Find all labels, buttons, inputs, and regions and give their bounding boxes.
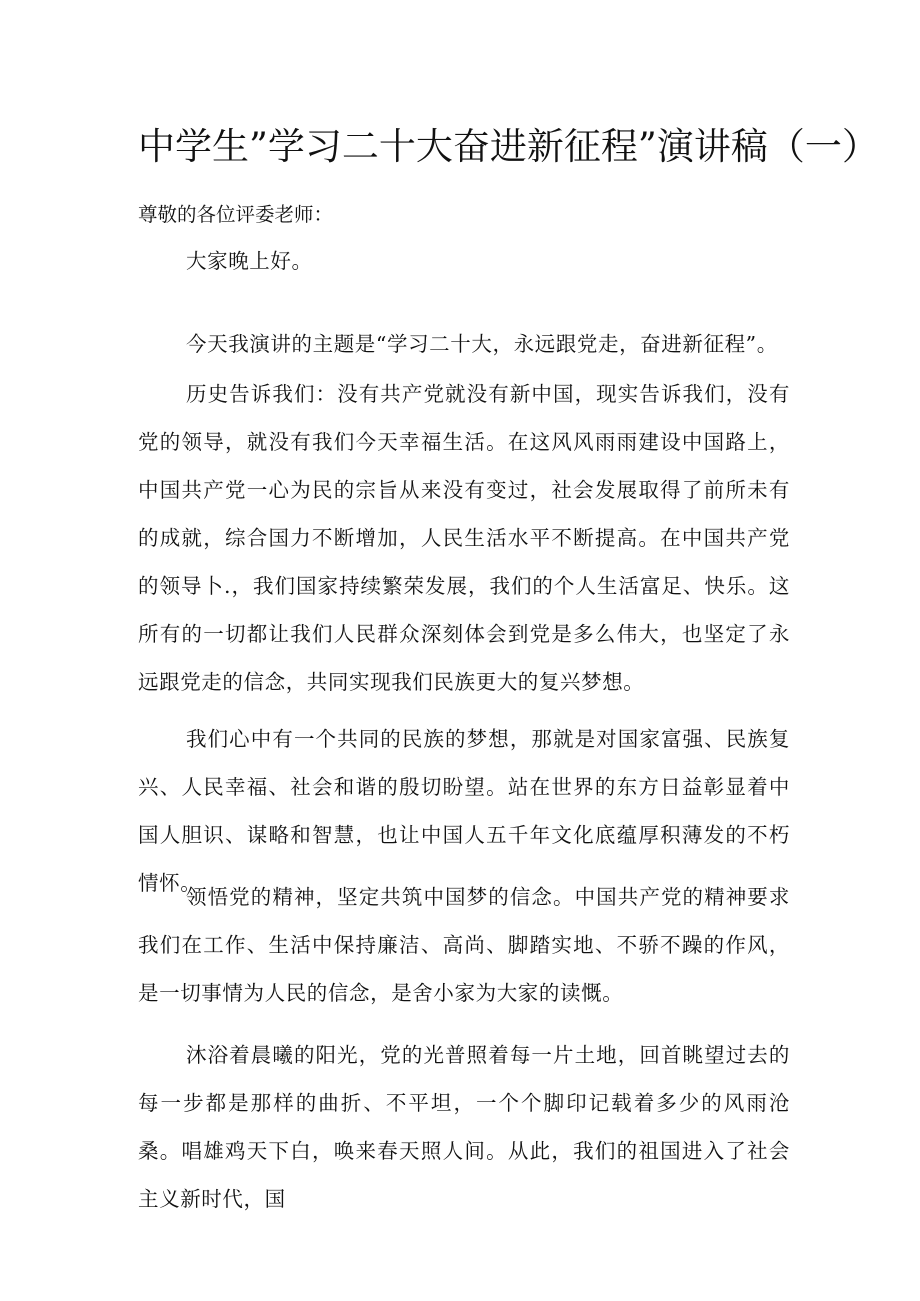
- salutation: 尊敬的各位评委老师：: [138, 203, 334, 226]
- document-title: 中学生”学习二十大奋进新征程”演讲稿（一）: [138, 125, 879, 168]
- paragraph-history: 历史告诉我们：没有共产党就没有新中国，现实告诉我们，没有党的领导，就没有我们今天幸福生活。在这风风雨雨建设中国路上，中国共产党一心为民的宗旨从来没有变过，社会发展取得了前所未有的成就，综合国力不断增加，人民生活水平不断提高。在中国共产党的领导卜.，我们国家持续繁荣发展，我们的个人生活富足、快乐。这所有的一切都让我们人民群众深刻体会到党是多么伟大，也坚定了永远跟党走的信念，共同实现我们民族更大的复兴梦想。: [138, 382, 790, 694]
- paragraph-greeting: 大家晚上好。: [186, 249, 313, 273]
- paragraph-dream: 我们心中有一个共同的民族的梦想，那就是对国家富强、民族复兴、人民幸福、社会和谐的殷切盼望。站在世界的东方日益彰显着中国人胆识、谋略和智慧，也让中国人五千年文化底蕴厚积薄发的不朽情怀。: [138, 727, 790, 895]
- paragraph-sunlight: 沐浴着晨曦的阳光，党的光普照着每一片土地，回首眺望过去的每一步都是那样的曲折、不平坦，一个个脚印记载着多少的风雨沧桑。唱雄鸡天下白，唤来春天照人间。从此，我们的祖国进入了社会主义新时代，国: [138, 1043, 790, 1211]
- paragraph-theme: 今天我演讲的主题是“学习二十大，永远跟党走，奋进新征程”。: [186, 332, 778, 356]
- paragraph-spirit: 领悟党的精神，坚定共筑中国梦的信念。中国共产党的精神要求我们在工作、生活中保持廉洁、高尚、脚踏实地、不骄不躁的作风，是一切事情为人民的信念，是舍小家为大家的读慨。: [138, 885, 790, 1005]
